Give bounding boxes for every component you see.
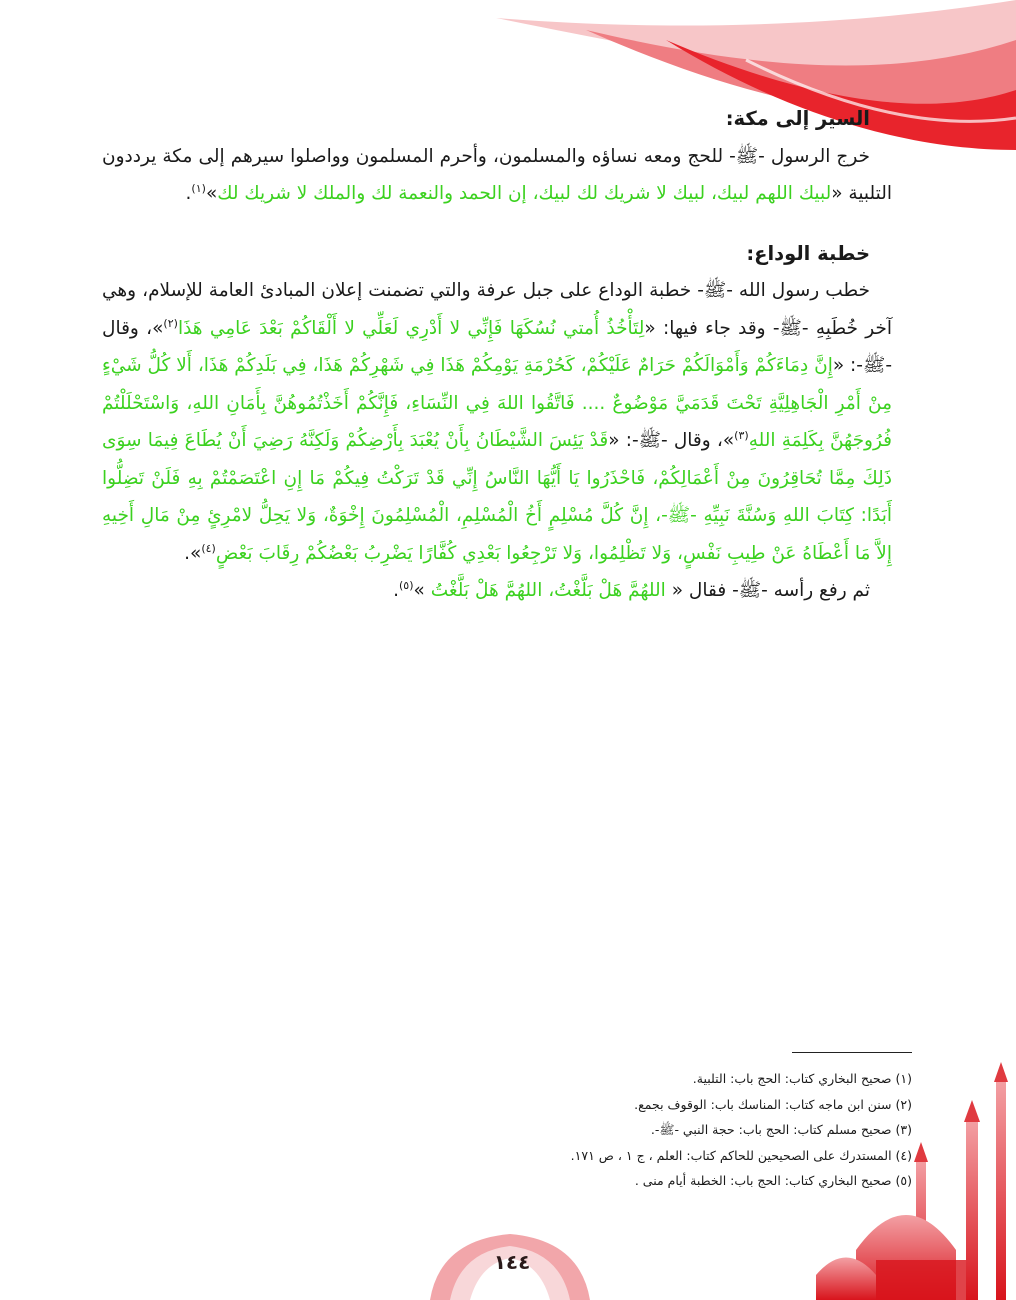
hadith-quote: لِتَأْخُذُ أُمتي نُسُكَهَا فَإِنِّي لا أَدْرِي لَعَلِّي لا أَلْقَاكُمْ بَعْدَ عَامِي هَذَا (177, 317, 645, 339)
paragraph-text: خرج الرسول -ﷺ- للحج ومعه نساؤه والمسلمون، وأحرم المسلمون وواصلوا سيرهم إلى مكة يرددون التلبية « (102, 145, 892, 204)
footnote-item: (٣) صحيح مسلم كتاب: الحج باب: حجة النبي -ﷺ-. (650, 1122, 912, 1137)
paragraph-end: . (393, 580, 399, 601)
paragraph-text: خطب رسول الله -ﷺ- خطبة الوداع على جبل عرفة والتي تضمنت إعلان المبادئ العامة للإسلام، وهي آخر خُطَبِهِ -ﷺ- وقد جاء فيها: « (102, 280, 893, 339)
footnote-ref: (٤) (201, 541, 216, 555)
paragraph-text: »، وقال -ﷺ-: « (102, 317, 892, 376)
section-heading: خطبة الوداع: (746, 241, 870, 265)
footnote-item: (٥) صحيح البخاري كتاب: الحج باب: الخطبة أيام منى . (634, 1173, 912, 1188)
hadith-quote: قَدْ يَئِسَ الشَّيْطَانُ بِأَنْ يُعْبَدَ بِأَرْضِكُمْ وَلَكِنَّهُ رَضِيَ أَنْ يُطَاعَ فِيمَا سِوَى ذَلِكَ مِمَّا تُحَاقِرُونَ مِنْ أَعْمَالِكُمْ، فَاحْذَرُوا يَا أَيُّهَا النَّاسُ إِنِّي قَدْ تَرَكْتُ فِيكُمْ مَا إِنِ اعْتَصَمْتُمْ بِهِ فَلَنْ تَضِلُّوا أَبَدًا: كِتَابَ اللهِ وَسُنَّةَ نَبِيِّهِ -ﷺ-، إِنَّ كُلَّ مُسْلِمٍ أَخُ الْمُسْلِمِ، الْمُسْلِمُونَ إِخْوَةٌ، وَلا يَحِلُّ لامْرِئٍ مِنْ مَالِ أَخِيهِ إِلاَّ مَا أَعْطَاهُ عَنْ طِيبِ نَفْسٍ، وَلا تَظْلِمُوا، وَلا تَرْجِعُوا بَعْدِي كُفَّارًا يَضْرِبُ بَعْضُكُمْ رِقَابَ بَعْضٍ (102, 430, 892, 564)
footnote-item: (٤) المستدرك على الصحيحين للحاكم كتاب: العلم ، ج ١ ، ص ١٧١. (570, 1147, 912, 1163)
section-heading: السير إلى مكة: (725, 107, 870, 130)
footnotes (360, 1052, 912, 1194)
page-number: ١٤٤ (493, 1250, 531, 1274)
paragraph-text: ثم رفع رأسه -ﷺ- فقال « (665, 580, 870, 601)
quote-close: » (413, 580, 431, 601)
footnote-ref: (٥) (398, 578, 414, 592)
hadith-quote: إِنَّ دِمَاءَكُمْ وَأَمْوَالَكُمْ حَرَامٌ عَلَيْكُمْ، كَحُرْمَةِ يَوْمِكُمْ هَذَا فِي شَهْرِكُمْ هَذَا، فِي بَلَدِكُمْ هَذَا، أَلا كُلُّ شَيْءٍ مِنْ أَمْرِ الْجَاهِلِيَّةِ تَحْتَ قَدَمَيَّ مَوْضُوعٌ .... فَاتَّقُوا اللهَ فِي النِّسَاءِ، فَإِنَّكُمْ أَخَذْتُمُوهُنَّ بِأَمَانِ اللهِ، وَاسْتَحْلَلْتُمْ فُرُوجَهُنَّ بِكَلِمَةِ اللهِ (102, 355, 893, 451)
paragraph (102, 272, 892, 572)
footnote-item: (٢) سنن ابن ماجه كتاب: المناسك باب: الوقوف بجمع. (634, 1096, 912, 1112)
hadith-quote: اللهُمَّ هَلْ بَلَّغْتُ، اللهُمَّ هَلْ بَلَّغْتُ (430, 580, 666, 601)
paragraph (102, 572, 892, 610)
paragraph-end: . (185, 183, 192, 204)
paragraph (102, 138, 892, 213)
talbiya-quote: لبيك اللهم لبيك، لبيك لا شريك لك لبيك، إن الحمد والنعمة لك والملك لا شريك لك (217, 183, 832, 204)
footnote-ref: (٢) (163, 316, 178, 330)
footnote-divider (792, 1052, 912, 1053)
paragraph-text: »، وقال -ﷺ-: « (608, 430, 735, 451)
footnote-item: (١) صحيح البخاري كتاب: الحج باب: التلبية. (692, 1071, 912, 1086)
footnote-ref: (١) (191, 181, 206, 195)
main-content (102, 100, 892, 610)
footnote-ref: (٣) (734, 428, 749, 442)
quote-close: ». (184, 542, 202, 564)
quote-close: » (205, 183, 218, 204)
